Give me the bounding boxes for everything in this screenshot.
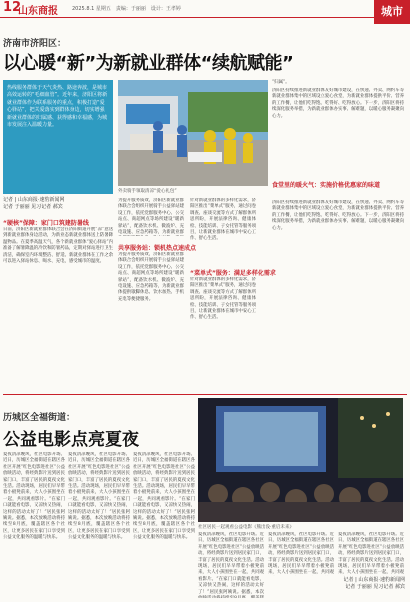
story2-byline: [344, 577, 405, 591]
story2-text-col1: 夏夜清凉晚风，社区电影开场。近日，历城区全福街道在辖区各社区开展“红色电影进社区”公益放映活动，将经典影片送到居民家门口，丰富了居民的夏夜文化生活。活动现场，居民们早早带着小板凳前来，大人小孩围坐在一起，共同观看影片。“在家门口就能看电影，又凉快又热闹，这样的活动太好了！”居民张阿姨说。据悉，本次放映活动将持续至8月底，覆盖辖区各个社区，让更多居民在家门口享受到公益文化服务的温暖与快乐。: [3, 452, 65, 541]
story1-byline-names: 记者 于丽丽 见习记者 郝宾: [3, 204, 63, 210]
story2-byline-reporter: 记者 | 山东商报·速豹新闻网: [343, 577, 405, 583]
story1-section2-text: 为提升服务质效，济阳区新就业群体联合会组织开展骑手公益驿站建设工作，依托党群服务中心、公交站点、商超网点等场所建设“暖新驿站”，配备饮水机、微波炉、充电设施、应急药箱等，为新就业群体提供歇脚休息、饮水加热、手机充电等便捷服务。: [118, 252, 184, 302]
story2-text-col6: 夏夜清凉晚风，社区电影开场。近日，历城区全福街道在辖区各社区开展“红色电影进社区”公益放映活动，将经典影片送到居民家门口，丰富了居民的夏夜文化生活。活动现场，居民们早早带着小板凳前来，大人小孩围坐在一起，共同观: [338, 532, 404, 576]
story1-section2-text-pre: 为提升服务质效，济阳区新就业群体联合会组织开展骑手公益驿站建设工作，依托党群服务中心、公交站点、商超网点等场所建设“暖新驿站”，配备饮水机、微波炉、充电设施、应急药箱等，为新就业群: [118, 198, 184, 236]
masthead: [0, 0, 410, 18]
story2-text-col4: 夏夜清凉晚风，社区电影开场。近日，历城区全福街道在辖区各社区开展“红色电影进社区”公益放映活动，将经典影片送到居民家门口，丰富了居民的夏夜文化生活。活动现场，居民们早早带着小板凳前来，大人小孩围坐在一起，共同观看影片。“在家门口就能看电影，又凉快又热闹，这样的活动太好了！”居民张阿姨说。据悉，本次: [198, 532, 264, 595]
story1-section1-text: 日前，济阳区新就业群体联合会在济阳街道开展“凉”意送到新就业群体身边活动，为新业态新就业群体送上防暑降温物品。在夏季高温天气，各个新就业群体“爱心驿站”内准备了解暑降温的冷饮和防暑药品，定期对驿站进行卫生清洁，确保室内环境整洁、舒适。新就业群体在工作之余可以进入驿站休息、喝水、充电，感受城市的温度。: [3, 227, 113, 265]
paper-name: 山东商报: [18, 6, 58, 17]
story2-text-col5: 夏夜清凉晚风，社区电影开场。近日，历城区全福街道在辖区各社区开展“红色电影进社区”公益放映活动，将经典影片送到居民家门口，丰富了居民的夏夜文化生活。活动现场，居民们早早带着小板凳前来，大人小孩围坐在一起，共同观: [268, 532, 334, 576]
story2-photo-caption: 社区居民一起观看公益电影《熊出没·重启未来》: [198, 525, 294, 530]
story2-byline-names: 记者 于丽丽 见习记者 郝宾: [345, 584, 405, 590]
story1-kicker: 济南市济阳区：: [3, 39, 67, 49]
story1-byline: [3, 197, 113, 211]
story1-section1-heading: “硬核”保障：家门口筑建防暑线: [3, 220, 89, 227]
story1-section3-text: 针对新就业群体的多样化需求，济阳区推出“菜单式”服务，通过问卷调查、座谈交流等方式了解群体所思所盼，开展法律咨询、健康体检、技能培训、子女托管等服务项目，让新就业群体在城市中安心工作、舒心生活。: [190, 277, 256, 321]
story1-section2-heading: 共享服务站：锁机热点速成点: [118, 245, 197, 252]
issue-meta: 2025.8.1 星期五 责编：于丽丽 设计：王孝婷: [72, 6, 181, 12]
story1-lead-box: [3, 80, 113, 194]
story2-kicker: 历城区全福街道：: [3, 413, 76, 423]
story1-col4-subhead: 食堂里的暖火气：实施价格优惠家的味道: [272, 182, 381, 189]
story1-lead-text: 热线服务群体于天气炎热、路途奔波，是城市高效运转的“毛细血管”。近年来，济阳区将新就业群体作为联系服务的重点，积极打造“爱心驿站”，把关爱落实到群体身边，切实增强新就业群体的归属感、获得感和幸福感，为城市发展注入温暖力量。: [7, 85, 108, 129]
story2-headline: 公益电影点亮夏夜: [3, 430, 139, 450]
story1-photo-caption: 外卖骑手领取清凉“爱心礼包”: [118, 189, 177, 194]
story1-col4-intro: “归属”。: [272, 80, 290, 85]
story1-col4-text: 济阳区持续推进新就业群体友好城市建设，在快递、外卖、网约车等新就业群体集中的区域设立爱心食堂，为新就业群体提供平价、营养的工作餐，让他们吃得饱、吃得好、吃得放心。下一步，济阳区将持续深化服务举措，为新就业群体办实事、解难题，以暖心服务凝聚向心力。: [272, 200, 404, 231]
story1-section3-text-pre: 针对新就业群体的多样化需求，济阳区推出“菜单式”服务，通过问卷调查、座谈交流等方式了解群体所思所盼，开展法律咨询、健康体检、技能培训、子女托管等服务项目，让新就业群体在城市中安心工作、舒心生活。: [190, 198, 256, 242]
page-number: 12: [3, 0, 22, 15]
story1-headline: 以心暖“新”为新就业群体“续航赋能”: [3, 53, 294, 74]
story1-byline-reporter: 记者 | 山东商报·速豹新闻网: [3, 197, 65, 203]
story1-col4-text-pre: 济阳区持续推进新就业群体友好城市建设，在快递、外卖、网约车等新就业群体集中的区域设立爱心食堂，为新就业群体提供平价、营养的工作餐，让他们吃得饱、吃得好、吃得放心。下一步，济阳区将持续深化服务举措，为新就业群体办实事、解难题，以暖心服务凝聚向心力。: [272, 88, 404, 119]
section-badge: 城市: [374, 0, 410, 24]
story1-photo: [118, 80, 268, 186]
story1-section3-heading: “菜单式”服务：满足多样化需求: [190, 270, 276, 277]
section-divider: [3, 394, 407, 395]
story2-photo: [198, 398, 403, 522]
story2-text-col2: 夏夜清凉晚风，社区电影开场。近日，历城区全福街道在辖区各社区开展“红色电影进社区”公益放映活动，将经典影片送到居民家门口，丰富了居民的夏夜文化生活。活动现场，居民们早早带着小板凳前来，大人小孩围坐在一起，共同观看影片。“在家门口就能看电影，又凉快又热闹，这样的活动太好了！”居民张阿姨说。据悉，本次放映活动将持续至8月底，覆盖辖区各个社区，让更多居民在家门口享受到公益文化服务的温暖与快乐。: [68, 452, 130, 541]
story2-text-col3: 夏夜清凉晚风，社区电影开场。近日，历城区全福街道在辖区各社区开展“红色电影进社区”公益放映活动，将经典影片送到居民家门口，丰富了居民的夏夜文化生活。活动现场，居民们早早带着小板凳前来，大人小孩围坐在一起，共同观看影片。“在家门口就能看电影，又凉快又热闹，这样的活动太好了！”居民张阿姨说。据悉，本次放映活动将持续至8月底，覆盖辖区各个社区，让更多居民在家门口享受到公益文化服务的温暖与快乐。: [133, 452, 195, 541]
